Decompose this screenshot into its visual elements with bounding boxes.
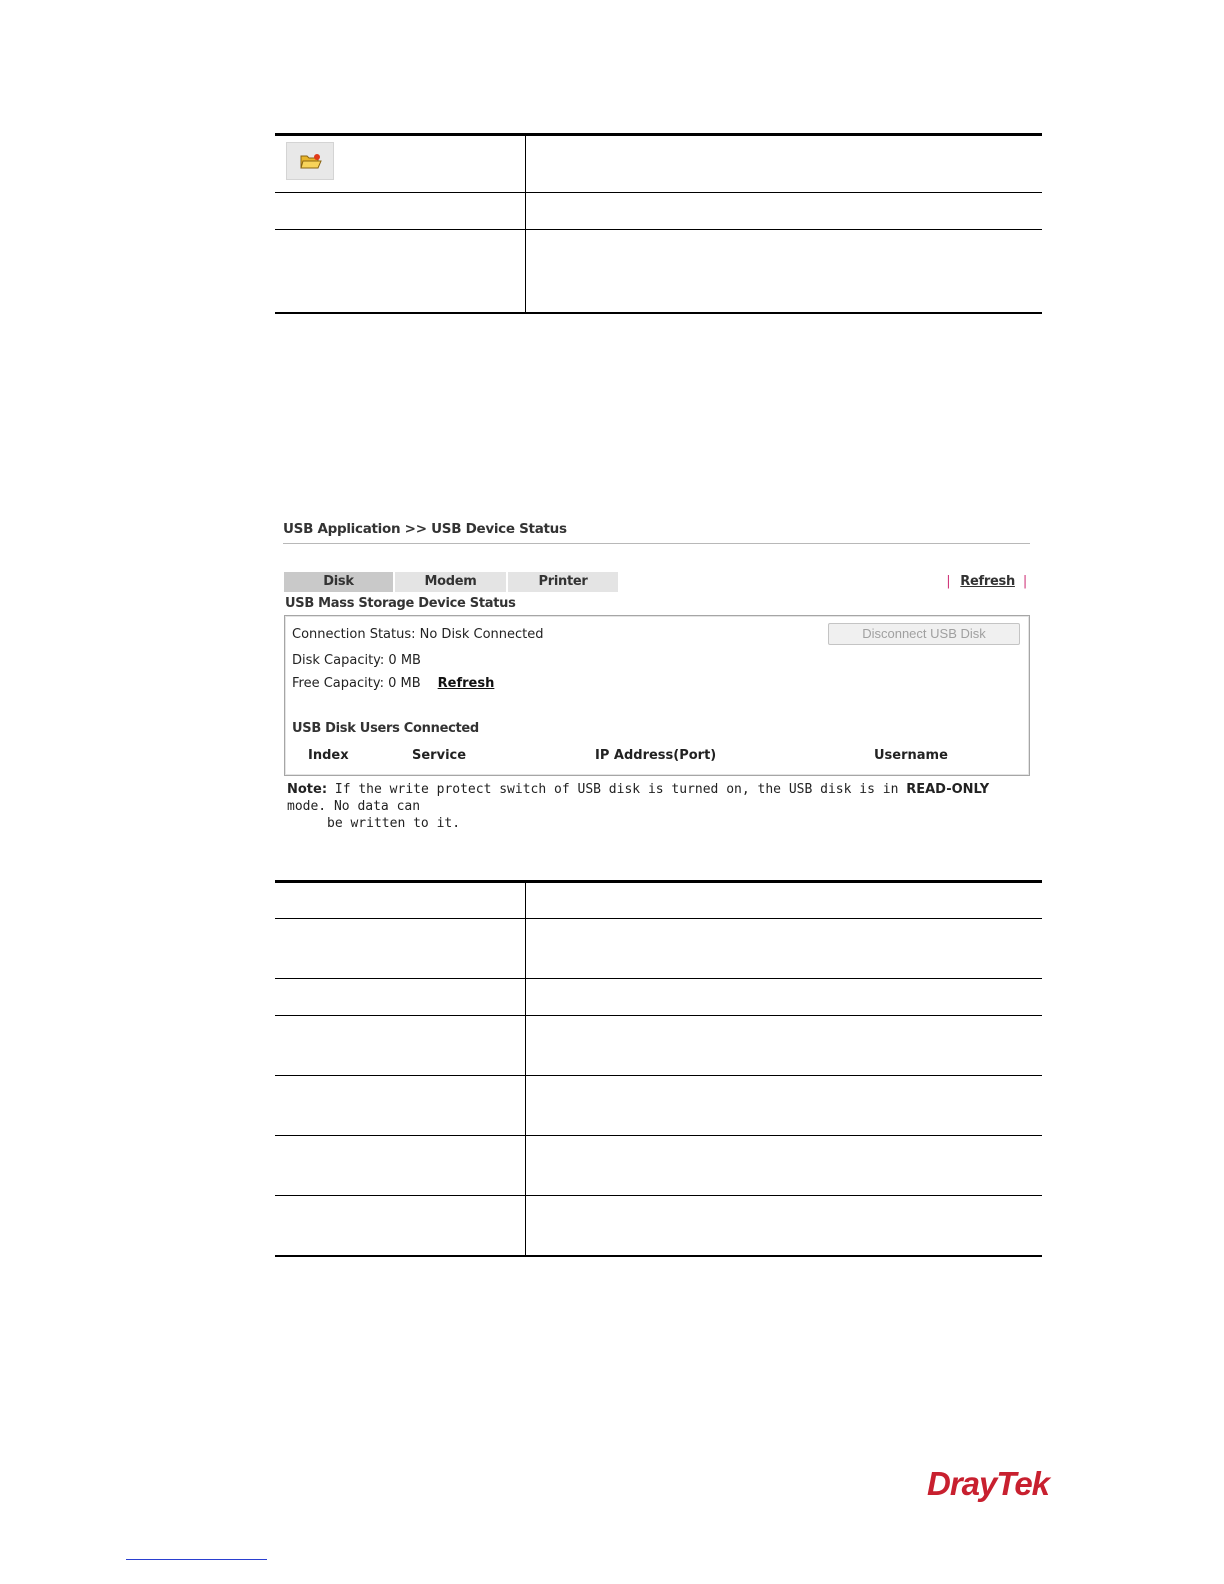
free-capacity: Free Capacity: 0 MB (292, 676, 421, 691)
table-row (275, 883, 1042, 918)
disk-capacity: Disk Capacity: 0 MB (292, 653, 421, 668)
table-cell (275, 193, 526, 229)
table-cell (275, 979, 526, 1015)
connection-status: Connection Status: No Disk Connected (292, 627, 544, 642)
table-cell (526, 1196, 1042, 1255)
table-cell (526, 1016, 1042, 1075)
table-cell (275, 1076, 526, 1135)
table-cell (275, 136, 526, 192)
table-cell (275, 883, 526, 918)
table-row (275, 192, 1042, 229)
logo-text: DrayTek (927, 1465, 1050, 1502)
table-cell (275, 1136, 526, 1195)
table-cell (526, 979, 1042, 1015)
footer-link-underline (126, 1559, 267, 1560)
table-row (275, 136, 1042, 192)
table-cell (526, 919, 1042, 978)
breadcrumb: USB Application >> USB Device Status (283, 521, 567, 537)
refresh-link[interactable]: Refresh (437, 676, 495, 691)
note-text: be written to it. (327, 816, 461, 831)
open-folder-button[interactable] (286, 142, 334, 180)
column-header-username: Username (874, 748, 948, 763)
table-cell (526, 883, 1042, 918)
note (287, 781, 1027, 832)
table-cell (275, 1016, 526, 1075)
open-folder-icon (300, 153, 322, 171)
table-cell (526, 1076, 1042, 1135)
separator: | (1022, 574, 1027, 589)
draytek-logo (925, 1464, 1061, 1506)
table-cell (275, 230, 526, 312)
top-refresh-area (946, 574, 1027, 589)
top-description-table (275, 133, 1042, 314)
users-title: USB Disk Users Connected (292, 721, 479, 736)
column-header-ip-address: IP Address(Port) (595, 748, 717, 763)
table-cell (275, 919, 526, 978)
disconnect-usb-disk-button[interactable]: Disconnect USB Disk (828, 623, 1020, 645)
note-read-only: READ-ONLY (906, 782, 990, 797)
separator: | (946, 574, 951, 589)
table-row (275, 918, 1042, 978)
note-label: Note: (287, 782, 328, 797)
table-row (275, 1075, 1042, 1135)
users-table-header (285, 748, 1029, 766)
table-cell (275, 1196, 526, 1255)
tab-printer[interactable]: Printer (508, 572, 618, 592)
note-text: mode. No data can (287, 799, 421, 814)
column-header-index: Index (308, 748, 349, 763)
note-text: If the write protect switch of USB disk is turned on, the USB disk is in (327, 782, 907, 797)
bottom-description-table (275, 880, 1042, 1257)
breadcrumb-divider (283, 543, 1030, 544)
section-title: USB Mass Storage Device Status (285, 596, 516, 611)
status-box (284, 615, 1030, 776)
table-cell (526, 193, 1042, 229)
table-cell (526, 136, 1042, 192)
tab-bar (284, 572, 618, 592)
table-row (275, 978, 1042, 1015)
free-capacity-line (292, 676, 494, 691)
table-row (275, 1015, 1042, 1075)
tab-modem[interactable]: Modem (395, 572, 506, 592)
table-cell (526, 1136, 1042, 1195)
table-row (275, 1195, 1042, 1255)
table-cell (526, 230, 1042, 312)
table-row (275, 229, 1042, 312)
top-refresh-link[interactable]: Refresh (960, 574, 1015, 589)
column-header-service: Service (412, 748, 467, 763)
tab-disk[interactable]: Disk (284, 572, 393, 592)
table-row (275, 1135, 1042, 1195)
